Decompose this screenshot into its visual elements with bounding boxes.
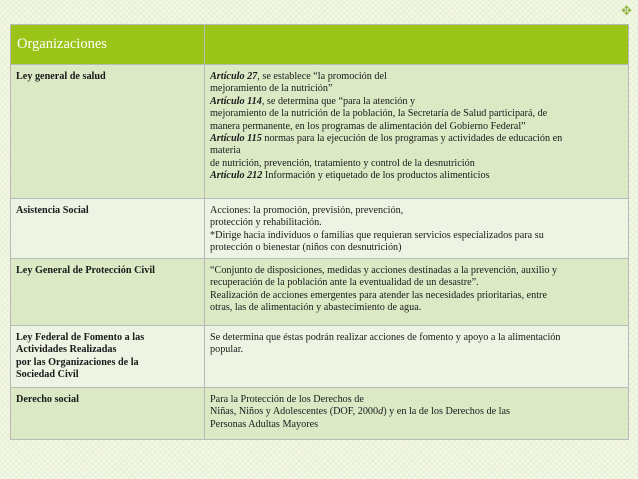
content-line: [210, 108, 623, 120]
table-row: [11, 388, 629, 440]
content-line: [210, 71, 623, 83]
row-label: Derecho social: [11, 388, 205, 440]
table-row: [11, 259, 629, 326]
content-line: [210, 145, 623, 157]
content-text: popular.: [210, 344, 244, 356]
header-organizaciones: Organizaciones: [11, 25, 205, 65]
table-row: [11, 65, 629, 199]
content-text: manera permanente, en los programas de alimentación del Gobierno Federal”: [210, 120, 526, 132]
content-line: [210, 217, 623, 229]
content-line: [210, 406, 623, 418]
content-line: [210, 205, 623, 217]
row-label: [11, 326, 205, 388]
expand-arrows-icon: ✥: [621, 3, 632, 18]
content-text: otras, las de alimentación y abastecimiento de agua.: [210, 302, 422, 314]
content-text: de nutrición, prevención, tratamiento y control de la desnutrición: [210, 157, 475, 169]
content-text: “Conjunto de disposiciones, medidas y acciones destinadas a la prevención, auxilio y: [210, 265, 558, 276]
content-text: normas para la ejecución de los programas y actividades de educación en: [261, 133, 563, 145]
content-text: , se determina que “para la atención y: [261, 95, 416, 107]
header-blank: [205, 25, 629, 65]
row-content: [205, 259, 629, 326]
article-reference: Artículo 27: [210, 71, 258, 82]
content-text: Acciones: la promoción, previsión, prevención,: [210, 205, 404, 216]
content-line: [210, 96, 623, 108]
content-line: [210, 242, 623, 254]
article-reference: Artículo 115: [210, 133, 262, 145]
content-text: *Dirige hacia individuos o familias que requieran servicios especializados para su: [210, 229, 544, 241]
organizations-table: [10, 24, 629, 440]
content-line: [210, 158, 623, 170]
content-line: [210, 419, 623, 431]
table-row: [11, 326, 629, 388]
content-line: [210, 133, 623, 145]
content-text: Se determina que éstas podrán realizar acciones de fomento y apoyo a la alimentación: [210, 332, 561, 343]
content-text: d: [378, 406, 384, 418]
row-label: Ley general de salud: [11, 65, 205, 199]
content-text: protección y rehabilitación.: [210, 217, 322, 229]
row-content: [205, 65, 629, 199]
content-line: [210, 290, 623, 302]
table-row: [11, 199, 629, 259]
article-reference: Artículo 212: [210, 170, 263, 182]
content-text: ) y en la de los Derechos de las: [383, 406, 510, 418]
content-line: [210, 83, 623, 95]
content-line: [210, 265, 623, 277]
row-label: Asistencia Social: [11, 199, 205, 259]
content-line: [210, 277, 623, 289]
content-text: protección o bienestar (niños con desnutrición): [210, 242, 402, 254]
content-text: mejoramiento de la nutrición de la población, la Secretaría de Salud participará, de: [210, 108, 548, 120]
content-line: [210, 394, 623, 406]
article-reference: Artículo 114: [210, 95, 262, 107]
content-text: Realización de acciones emergentes para atender las necesidades prioritarias, entre: [210, 289, 547, 301]
row-label-line: por las Organizaciones de la: [16, 356, 139, 368]
content-line: [210, 170, 623, 182]
content-line: [210, 302, 623, 314]
content-text: Niñas, Niños y Adolescentes (DOF, 2000: [210, 406, 379, 418]
content-line: [210, 344, 623, 356]
row-label-line: Ley Federal de Fomento a las: [16, 332, 145, 343]
row-label: Ley General de Protección Civil: [11, 259, 205, 326]
content-text: , se establece “la promoción del: [257, 71, 387, 82]
row-content: [205, 326, 629, 388]
row-content: [205, 199, 629, 259]
content-text: Personas Adultas Mayores: [210, 418, 319, 430]
row-content: [205, 388, 629, 440]
content-text: Para la Protección de los Derechos de: [210, 394, 364, 405]
content-line: [210, 230, 623, 242]
content-text: materia: [210, 145, 241, 157]
row-label-line: Sociedad Civil: [16, 369, 79, 381]
content-line: [210, 332, 623, 344]
row-label-line: Actividades Realizadas: [16, 344, 117, 356]
content-text: recuperación de la población ante la eventualidad de un desastre”.: [210, 277, 479, 289]
content-text: mejoramiento de la nutrición”: [210, 83, 333, 95]
table-header-row: [11, 25, 629, 65]
content-line: [210, 121, 623, 133]
content-text: Información y etiquetado de los productos alimenticios: [262, 170, 490, 182]
